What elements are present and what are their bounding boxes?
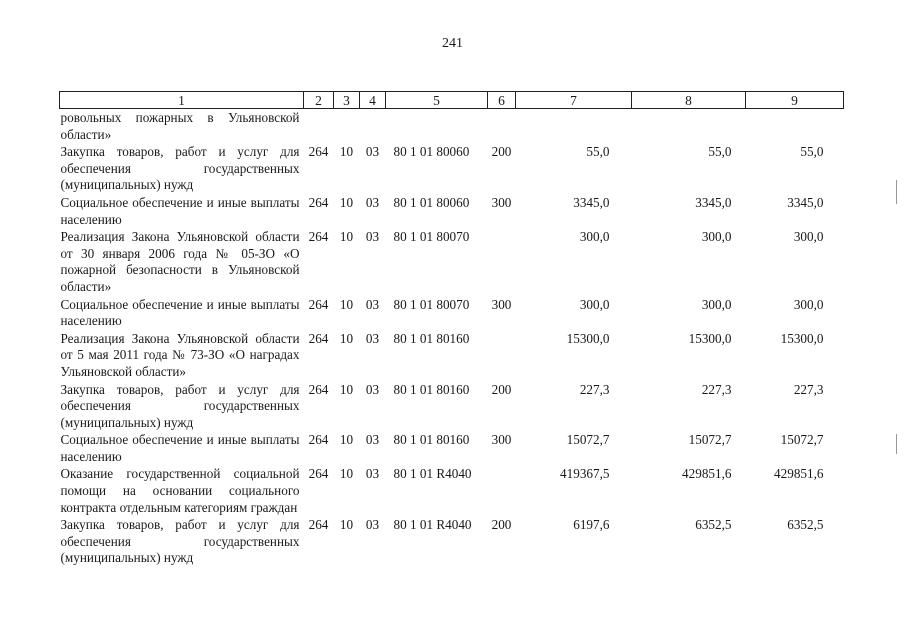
cell-target-code: 80 1 01 80160 [393,432,470,448]
cell-target-code: 80 1 01 80060 [393,194,470,210]
budget-table [59,91,844,568]
cell-amount-7 [516,109,632,145]
cell-ministry: 264 [308,194,329,210]
cell-expense-type [488,229,516,296]
cell-subsection: 03 [365,229,380,245]
column-header-6: 6 [488,92,516,109]
cell-subsection: 03 [365,194,380,210]
cell-amount-8: 15072,7 [688,432,732,448]
cell-ministry: 264 [308,330,329,346]
cell-expense-type [488,331,516,382]
table-row [60,144,844,195]
cell-section: 10 [339,381,354,397]
cell-section: 10 [339,194,354,210]
cell-amount-8: 15300,0 [688,330,732,346]
table-row [60,195,844,229]
column-header-3: 3 [334,92,360,109]
cell-amount-9: 15300,0 [780,330,824,346]
table-row [60,517,844,568]
cell-section: 10 [339,144,354,160]
cell-subsection: 03 [365,144,380,160]
cell-target-code: 80 1 01 80070 [393,229,470,245]
cell-subsection: 03 [365,330,380,346]
cell-amount-9: 227,3 [793,381,824,397]
cell-section [334,109,360,145]
row-name: Социальное обеспечение и иные выплаты населению [60,432,300,464]
cell-ministry: 264 [308,296,329,312]
cell-subsection: 03 [365,381,380,397]
cell-section: 10 [339,466,354,482]
table-row [60,432,844,466]
cell-section: 10 [339,330,354,346]
cell-amount-7: 419367,5 [560,466,610,482]
cell-expense-type: 300 [491,296,512,312]
table-row [60,331,844,382]
cell-subsection: 03 [365,432,380,448]
cell-subsection: 03 [365,296,380,312]
cell-amount-8: 55,0 [708,144,732,160]
cell-expense-type: 300 [491,432,512,448]
cell-section: 10 [339,229,354,245]
cell-target-code: 80 1 01 80160 [393,381,470,397]
cell-expense-type [488,466,516,517]
cell-subsection [360,109,386,145]
cell-amount-7: 15300,0 [566,330,610,346]
cell-amount-7: 300,0 [579,229,610,245]
page-number: 241 [442,36,463,51]
cell-expense-type [488,109,516,145]
table-row [60,466,844,517]
row-name: Социальное обеспечение и иные выплаты населению [60,296,300,329]
cell-expense-type: 200 [491,517,512,533]
table-row [60,229,844,296]
cell-amount-9: 300,0 [793,296,824,312]
column-header-4: 4 [360,92,386,109]
cell-section: 10 [339,517,354,533]
table-row [60,109,844,145]
row-name: Закупка товаров, работ и услуг для обеспечения государственных (муниципальных) нужд [60,517,300,566]
cell-amount-9: 6352,5 [787,517,824,533]
cell-amount-7: 300,0 [579,296,610,312]
cell-ministry: 264 [308,432,329,448]
column-header-5: 5 [386,92,488,109]
cell-target-code: 80 1 01 80060 [393,144,470,160]
cell-ministry: 264 [308,229,329,245]
cell-ministry: 264 [308,517,329,533]
cell-target-code [386,109,488,145]
row-name: Реализация Закона Ульяновской области от 30 января 2006 года № 05-ЗО «О пожарной безопасности в Ульяновской области» [60,229,300,294]
column-header-7: 7 [516,92,632,109]
cell-amount-8 [632,109,746,145]
cell-amount-9: 55,0 [800,144,824,160]
cell-target-code: 80 1 01 R4040 [393,517,472,533]
cell-amount-9: 15072,7 [780,432,824,448]
scan-margin-mark [896,434,897,454]
cell-amount-8: 227,3 [701,381,732,397]
cell-ministry [304,109,334,145]
table-body [60,109,844,569]
header-row [60,92,844,109]
cell-ministry: 264 [308,144,329,160]
cell-target-code: 80 1 01 R4040 [393,466,472,482]
cell-ministry: 264 [308,466,329,482]
cell-expense-type: 200 [491,144,512,160]
cell-amount-7: 55,0 [586,144,610,160]
cell-expense-type: 300 [491,194,512,210]
cell-target-code: 80 1 01 80160 [393,330,470,346]
cell-subsection: 03 [365,466,380,482]
cell-section: 10 [339,432,354,448]
cell-amount-9 [746,109,844,145]
cell-target-code: 80 1 01 80070 [393,296,470,312]
cell-amount-8: 300,0 [701,229,732,245]
row-name: Оказание государственной социальной помощи на основании социального контракта отдельным категориям граждан [60,466,300,515]
cell-amount-9: 3345,0 [787,194,824,210]
row-name: ровольных пожарных в Ульяновской области» [60,110,300,142]
column-header-2: 2 [304,92,334,109]
scan-margin-mark [896,180,897,204]
row-name: Реализация Закона Ульяновской области от 5 мая 2011 года № 73-ЗО «О наградах Ульяновской области» [60,330,300,379]
cell-ministry: 264 [308,381,329,397]
table-row [60,382,844,433]
table-row [60,297,844,331]
cell-subsection: 03 [365,517,380,533]
table-header [60,92,844,109]
cell-amount-8: 429851,6 [682,466,732,482]
row-name: Социальное обеспечение и иные выплаты населению [60,194,300,227]
cell-amount-7: 6197,6 [573,517,610,533]
column-header-9: 9 [746,92,844,109]
cell-amount-7: 227,3 [579,381,610,397]
row-name: Закупка товаров, работ и услуг для обеспечения государственных (муниципальных) нужд [60,144,300,193]
cell-amount-8: 6352,5 [695,517,732,533]
cell-amount-7: 15072,7 [566,432,610,448]
row-name: Закупка товаров, работ и услуг для обеспечения государственных (муниципальных) нужд [60,381,300,430]
cell-amount-8: 3345,0 [695,194,732,210]
cell-section: 10 [339,296,354,312]
cell-amount-8: 300,0 [701,296,732,312]
cell-amount-9: 300,0 [793,229,824,245]
cell-expense-type: 200 [491,381,512,397]
cell-amount-9: 429851,6 [774,466,824,482]
column-header-1: 1 [60,92,304,109]
cell-amount-7: 3345,0 [573,194,610,210]
column-header-8: 8 [632,92,746,109]
